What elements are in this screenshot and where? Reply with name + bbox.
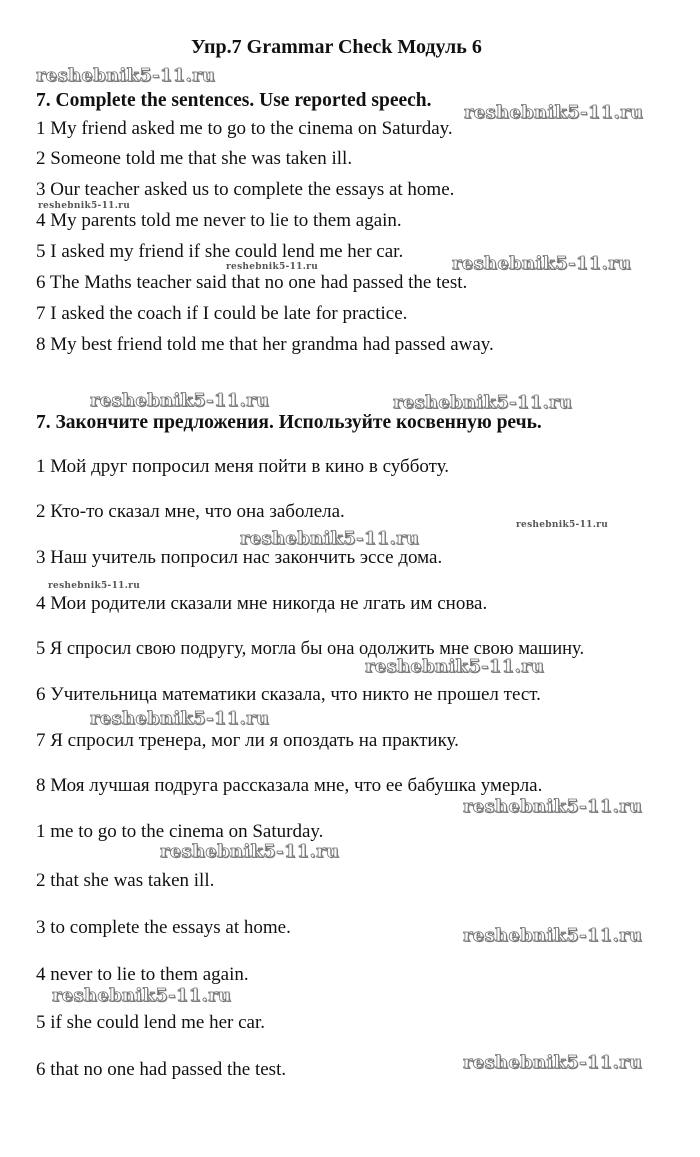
russian-sentence-2: 2 Кто-то сказал мне, что она заболела. xyxy=(36,501,345,522)
watermark: reshebnik5-11.ru xyxy=(226,262,319,272)
watermark: reshebnik5-11.ru xyxy=(463,925,643,946)
watermark: reshebnik5-11.ru xyxy=(36,65,216,86)
answer-4: 4 never to lie to them again. xyxy=(36,964,249,985)
watermark: reshebnik5-11.ru xyxy=(160,841,340,862)
russian-sentence-8: 8 Моя лучшая подруга рассказала мне, что ее бабушка умерла. xyxy=(36,775,543,796)
answer-6: 6 that no one had passed the test. xyxy=(36,1059,287,1080)
russian-sentence-3: 3 Наш учитель попросил нас закончить эссе дома. xyxy=(36,547,443,568)
english-sentence-2: 2 Someone told me that she was taken ill. xyxy=(36,148,353,169)
answer-5: 5 if she could lend me her car. xyxy=(36,1012,265,1033)
english-sentence-7: 7 I asked the coach if I could be late for practice. xyxy=(36,303,408,324)
russian-sentence-4: 4 Мои родители сказали мне никогда не лгать им снова. xyxy=(36,593,488,614)
watermark: reshebnik5-11.ru xyxy=(90,390,270,411)
english-heading: 7. Complete the sentences. Use reported speech. xyxy=(36,90,432,111)
english-sentence-1: 1 My friend asked me to go to the cinema on Saturday. xyxy=(36,118,453,139)
watermark: reshebnik5-11.ru xyxy=(452,253,632,274)
answer-2: 2 that she was taken ill. xyxy=(36,870,215,891)
watermark: reshebnik5-11.ru xyxy=(463,1052,643,1073)
watermark: reshebnik5-11.ru xyxy=(516,520,609,530)
russian-sentence-7: 7 Я спросил тренера, мог ли я опоздать на практику. xyxy=(36,730,459,751)
russian-sentence-5: 5 Я спросил свою подругу, могла бы она одолжить мне свою машину. xyxy=(36,639,585,659)
english-sentence-5: 5 I asked my friend if she could lend me her car. xyxy=(36,241,404,262)
english-sentence-6: 6 The Maths teacher said that no one had passed the test. xyxy=(36,272,468,293)
watermark: reshebnik5-11.ru xyxy=(393,392,573,413)
watermark: reshebnik5-11.ru xyxy=(365,656,545,677)
english-sentence-8: 8 My best friend told me that her grandma had passed away. xyxy=(36,334,494,355)
answer-1: 1 me to go to the cinema on Saturday. xyxy=(36,821,324,842)
english-sentence-3: 3 Our teacher asked us to complete the essays at home. xyxy=(36,179,455,200)
watermark: reshebnik5-11.ru xyxy=(464,102,644,123)
page-title: Упр.7 Grammar Check Модуль 6 xyxy=(191,36,482,58)
watermark: reshebnik5-11.ru xyxy=(52,985,232,1006)
watermark: reshebnik5-11.ru xyxy=(90,708,270,729)
russian-heading: 7. Закончите предложения. Используйте косвенную речь. xyxy=(36,412,542,433)
answer-3: 3 to complete the essays at home. xyxy=(36,917,291,938)
watermark: reshebnik5-11.ru xyxy=(38,201,131,211)
watermark: reshebnik5-11.ru xyxy=(48,581,141,591)
english-sentence-4: 4 My parents told me never to lie to them again. xyxy=(36,210,402,231)
watermark: reshebnik5-11.ru xyxy=(240,528,420,549)
watermark: reshebnik5-11.ru xyxy=(463,796,643,817)
russian-sentence-1: 1 Мой друг попросил меня пойти в кино в субботу. xyxy=(36,456,450,477)
russian-sentence-6: 6 Учительница математики сказала, что никто не прошел тест. xyxy=(36,684,541,705)
